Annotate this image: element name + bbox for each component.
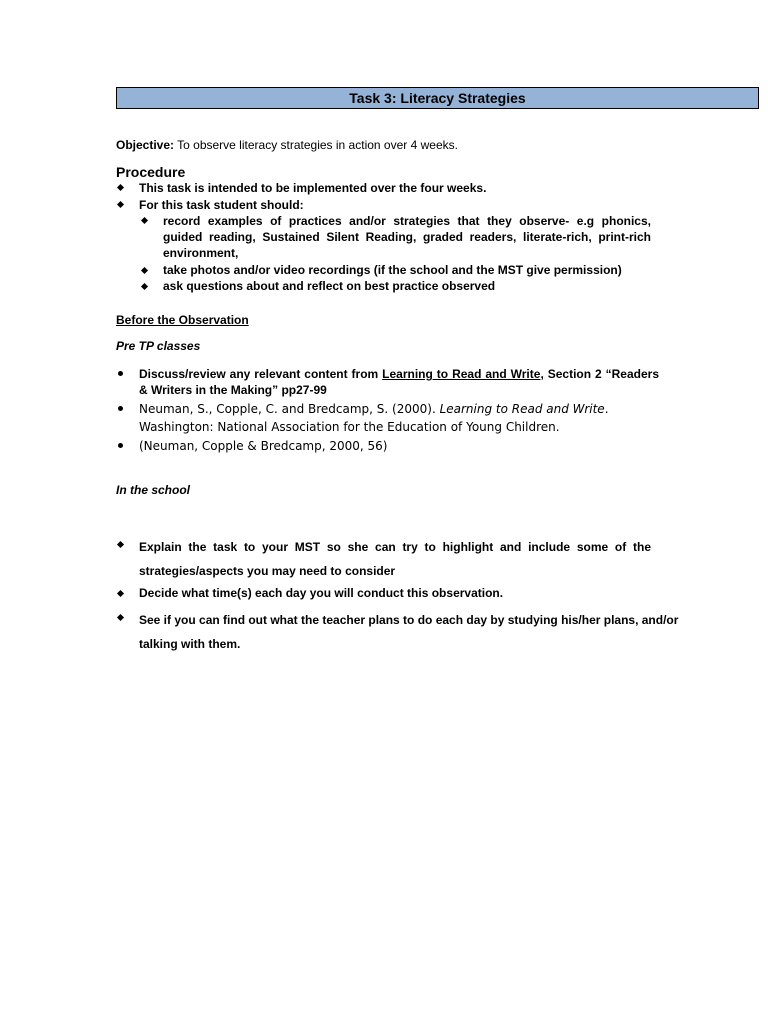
procedure-heading: Procedure <box>116 164 186 180</box>
round-bullet-icon <box>118 443 123 448</box>
reference-book-title: Learning to Read and Write <box>439 402 605 416</box>
reference-text: Neuman, S., Copple, C. and Bredcamp, S. (2000). <box>139 402 440 416</box>
procedure-item: This task is intended to be implemented over the four weeks. <box>139 181 487 195</box>
diamond-bullet-icon <box>117 614 124 621</box>
school-item: Explain the task to your MST so she can try to highlight and include some of the strategies/aspects you may need to consider <box>139 540 651 578</box>
objective-label: Objective: <box>116 138 175 152</box>
reference-text: . Washington: National Association for the Education of Young Children. <box>139 402 609 434</box>
procedure-item: For this task student should: <box>139 198 304 212</box>
before-heading: Before the Observation <box>116 313 249 327</box>
diamond-bullet-icon <box>141 283 148 290</box>
objective-line <box>116 137 458 153</box>
procedure-subitem: take photos and/or video recordings (if the school and the MST give permission) <box>163 263 622 277</box>
round-bullet-icon <box>118 371 123 376</box>
diamond-bullet-icon <box>141 217 148 224</box>
before-item-text: , Section 2 “Readers & Writers in the Making” pp27-99 <box>139 367 659 397</box>
diamond-bullet-icon <box>117 184 124 191</box>
diamond-bullet-icon <box>117 201 124 208</box>
reference-item <box>139 400 659 436</box>
procedure-subitem: ask questions about and reflect on best practice observed <box>163 279 496 293</box>
citation-item: (Neuman, Copple & Bredcamp, 2000, 56) <box>139 439 388 453</box>
diamond-bullet-icon <box>117 541 124 548</box>
procedure-subitem: record examples of practices and/or strategies that they observe- e.g phonics, guided reading, Sustained Silent Reading, graded readers, literate-rich, print-rich environment, <box>163 214 651 260</box>
task-title: Task 3: Literacy Strategies <box>116 87 759 109</box>
book-title-link: Learning to Read and Write <box>382 367 541 381</box>
in-school-subheading: In the school <box>116 483 191 497</box>
diamond-bullet-icon <box>117 590 124 597</box>
before-item-text: Discuss/review any relevant content from <box>139 367 383 381</box>
objective-text: To observe literacy strategies in action over 4 weeks. <box>174 138 458 152</box>
diamond-bullet-icon <box>141 267 148 274</box>
school-item: See if you can find out what the teacher plans to do each day by studying his/her plans, and/or talking with them. <box>139 613 679 651</box>
before-item <box>139 366 659 398</box>
pre-tp-subheading: Pre TP classes <box>116 339 201 353</box>
round-bullet-icon <box>118 406 123 411</box>
school-item: Decide what time(s) each day you will conduct this observation. <box>139 586 504 600</box>
